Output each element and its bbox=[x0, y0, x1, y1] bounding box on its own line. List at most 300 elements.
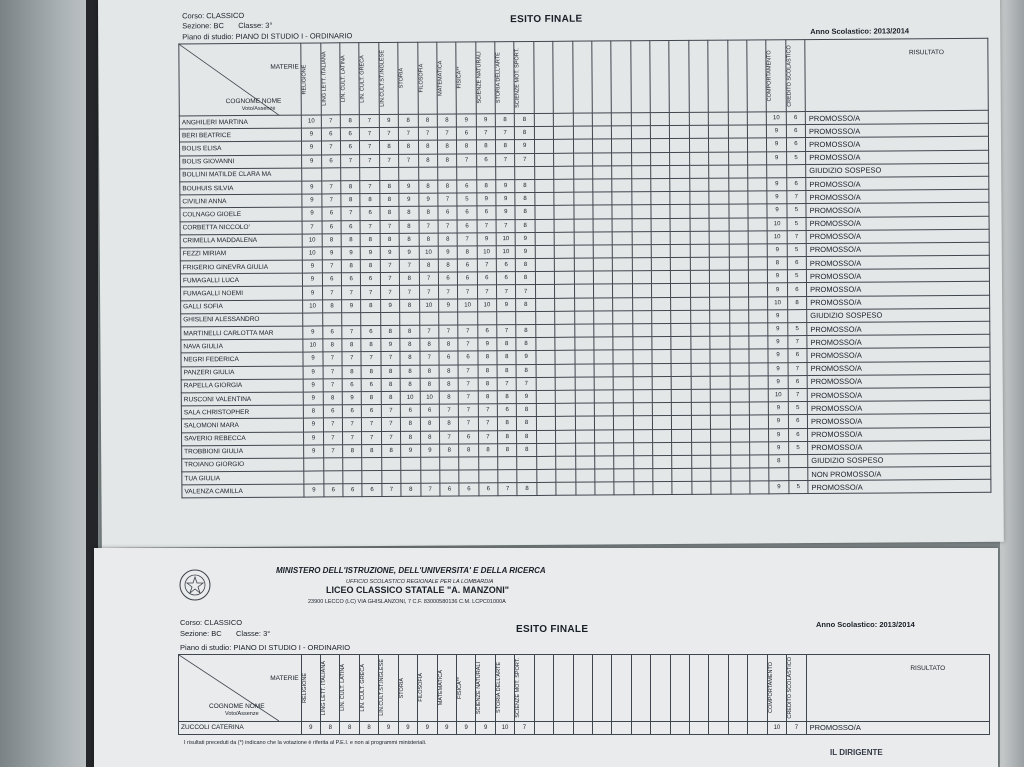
student-name: FUMAGALLI LUCA bbox=[180, 273, 302, 287]
result-cell: PROMOSSO/A bbox=[807, 348, 990, 362]
result-cell: PROMOSSO/A bbox=[807, 295, 990, 309]
grade-cell: 8 bbox=[304, 405, 323, 418]
grade-cell bbox=[614, 429, 633, 442]
grade-cell bbox=[438, 167, 457, 180]
grade-cell: 9 bbox=[302, 194, 321, 207]
grade-cell: 8 bbox=[361, 299, 380, 312]
grade-cell bbox=[420, 457, 439, 470]
credito-cell bbox=[787, 309, 806, 322]
subject-header bbox=[747, 40, 767, 112]
credito-cell: 7 bbox=[787, 191, 806, 204]
grade-cell: 9 bbox=[380, 299, 399, 312]
grade-cell bbox=[631, 179, 650, 192]
grade-cell bbox=[631, 721, 650, 734]
grade-cell bbox=[536, 364, 555, 377]
grade-cell bbox=[652, 337, 671, 350]
comportamento-cell: 9 bbox=[768, 362, 787, 375]
grade-cell bbox=[594, 350, 613, 363]
grade-cell: 7 bbox=[516, 285, 535, 298]
grade-cell bbox=[691, 402, 710, 415]
grade-cell: 8 bbox=[517, 443, 536, 456]
grade-cell bbox=[709, 191, 728, 204]
grade-cell bbox=[748, 178, 767, 191]
grade-cell: 9 bbox=[322, 247, 341, 260]
grade-cell bbox=[748, 257, 767, 270]
student-name: SAVERIO REBECCA bbox=[182, 432, 304, 446]
grade-cell bbox=[671, 284, 690, 297]
grade-cell bbox=[555, 271, 574, 284]
grade-cell bbox=[631, 139, 650, 152]
grade-cell bbox=[710, 389, 729, 402]
grade-cell: 9 bbox=[303, 326, 322, 339]
grade-cell bbox=[671, 231, 690, 244]
grade-cell bbox=[613, 271, 632, 284]
comportamento-cell: 9 bbox=[768, 244, 787, 257]
grade-cell bbox=[730, 349, 749, 362]
grade-cell: 8 bbox=[400, 325, 419, 338]
grade-cell bbox=[730, 376, 749, 389]
grade-cell bbox=[632, 231, 651, 244]
grade-cell bbox=[691, 389, 710, 402]
voto-label: Voto/Assenze bbox=[241, 105, 276, 112]
grade-cell: 8 bbox=[361, 365, 380, 378]
grade-cell bbox=[729, 283, 748, 296]
grade-cell: 8 bbox=[379, 141, 398, 154]
credito-cell: 6 bbox=[786, 112, 805, 125]
grade-cell bbox=[711, 429, 730, 442]
grade-cell bbox=[612, 166, 631, 179]
grade-cell bbox=[652, 376, 671, 389]
grade-cell: 6 bbox=[342, 378, 361, 391]
signature-label: IL DIRIGENTE bbox=[830, 748, 883, 757]
grade-cell bbox=[575, 482, 594, 495]
grade-cell bbox=[671, 271, 690, 284]
grade-cell bbox=[537, 456, 556, 469]
grade-cell: 7 bbox=[438, 285, 457, 298]
grade-cell bbox=[574, 219, 593, 232]
grade-cell bbox=[671, 244, 690, 257]
sezione-label: Sezione: BC bbox=[180, 629, 222, 638]
grade-cell: 7 bbox=[302, 220, 321, 233]
grade-cell bbox=[595, 482, 614, 495]
grade-cell bbox=[555, 364, 574, 377]
voto-label: Voto/Assenze bbox=[225, 711, 259, 717]
grade-cell bbox=[612, 218, 631, 231]
grade-cell bbox=[382, 457, 401, 470]
grade-cell bbox=[614, 482, 633, 495]
grade-cell: 8 bbox=[516, 324, 535, 337]
grade-cell bbox=[652, 363, 671, 376]
comportamento-cell: 9 bbox=[767, 204, 786, 217]
grade-cell bbox=[574, 337, 593, 350]
comportamento-cell: 9 bbox=[768, 336, 787, 349]
grade-cell bbox=[477, 312, 496, 325]
grade-cell bbox=[613, 284, 632, 297]
grade-cell: 7 bbox=[360, 220, 379, 233]
student-name: FUMAGALLI NOEMI bbox=[181, 287, 303, 301]
grade-cell: 7 bbox=[323, 431, 342, 444]
grade-cell bbox=[690, 257, 709, 270]
grade-cell bbox=[574, 324, 593, 337]
grade-cell bbox=[651, 258, 670, 271]
grade-cell bbox=[691, 429, 710, 442]
grade-cell: 7 bbox=[477, 219, 496, 232]
grade-cell bbox=[730, 468, 749, 481]
result-cell: PROMOSSO/A bbox=[806, 269, 989, 283]
result-cell: PROMOSSO/A bbox=[806, 203, 989, 217]
result-cell: PROMOSSO/A bbox=[806, 721, 989, 734]
grade-cell bbox=[633, 363, 652, 376]
grade-cell: 8 bbox=[399, 141, 418, 154]
grade-cell bbox=[362, 471, 381, 484]
result-cell: PROMOSSO/A bbox=[808, 440, 991, 454]
grade-cell bbox=[711, 415, 730, 428]
grade-cell bbox=[632, 324, 651, 337]
grade-cell: 6 bbox=[476, 153, 495, 166]
grade-cell bbox=[535, 245, 554, 258]
grade-cell: 8 bbox=[401, 484, 420, 497]
grade-cell bbox=[535, 285, 554, 298]
comportamento-cell: 8 bbox=[768, 257, 787, 270]
grade-cell bbox=[651, 205, 670, 218]
classe-label: Classe: 3° bbox=[238, 20, 273, 31]
grade-cell bbox=[691, 350, 710, 363]
grade-cell bbox=[672, 455, 691, 468]
grade-cell: 8 bbox=[362, 444, 381, 457]
result-cell: PROMOSSO/A bbox=[807, 374, 990, 388]
grade-cell: 8 bbox=[418, 141, 437, 154]
grade-cell bbox=[728, 178, 747, 191]
grade-cell bbox=[379, 167, 398, 180]
grade-cell bbox=[362, 457, 381, 470]
grade-cell bbox=[671, 257, 690, 270]
grade-cell bbox=[651, 218, 670, 231]
grade-cell bbox=[478, 470, 497, 483]
grade-cell bbox=[691, 376, 710, 389]
grade-cell: 8 bbox=[458, 246, 477, 259]
grade-cell: 8 bbox=[400, 338, 419, 351]
grade-cell bbox=[380, 312, 399, 325]
grade-cell: 7 bbox=[458, 285, 477, 298]
risultato-header bbox=[805, 38, 988, 111]
grade-cell bbox=[323, 471, 342, 484]
grade-cell: 8 bbox=[515, 127, 534, 140]
comportamento-cell bbox=[767, 164, 786, 177]
grade-cell bbox=[670, 721, 689, 734]
grade-cell: 9 bbox=[302, 207, 321, 220]
grade-cell: 8 bbox=[476, 140, 495, 153]
grade-cell: 7 bbox=[478, 417, 497, 430]
grade-cell bbox=[592, 113, 611, 126]
grade-cell bbox=[498, 470, 517, 483]
grade-cell bbox=[653, 482, 672, 495]
grade-cell: 7 bbox=[515, 153, 534, 166]
grade-cell bbox=[728, 165, 747, 178]
grade-cell bbox=[302, 168, 321, 181]
grade-cell bbox=[631, 113, 650, 126]
grade-cell: 10 bbox=[303, 300, 322, 313]
grade-cell: 6 bbox=[322, 273, 341, 286]
grade-cell: 9 bbox=[303, 366, 322, 379]
grade-cell: 8 bbox=[381, 391, 400, 404]
grade-cell bbox=[594, 429, 613, 442]
grade-cell bbox=[361, 312, 380, 325]
grade-cell bbox=[555, 285, 574, 298]
subject-label: SCIENZE NATURALI bbox=[476, 661, 483, 714]
grade-cell: 8 bbox=[517, 430, 536, 443]
grade-cell bbox=[535, 179, 554, 192]
grade-cell: 9 bbox=[476, 721, 495, 734]
grade-cell bbox=[691, 323, 710, 336]
grade-cell bbox=[689, 152, 708, 165]
subject-header bbox=[612, 655, 631, 722]
grade-cell bbox=[594, 337, 613, 350]
grade-cell bbox=[573, 179, 592, 192]
grade-cell: 8 bbox=[439, 338, 458, 351]
grade-cell: 10 bbox=[495, 721, 514, 734]
grade-cell bbox=[670, 152, 689, 165]
grade-cell bbox=[652, 403, 671, 416]
credito-cell: 5 bbox=[787, 217, 806, 230]
grade-cell: 8 bbox=[515, 206, 534, 219]
result-cell: PROMOSSO/A bbox=[806, 150, 989, 164]
grade-cell bbox=[478, 457, 497, 470]
grade-cell bbox=[650, 113, 669, 126]
grade-cell: 9 bbox=[303, 260, 322, 273]
credito-cell: 5 bbox=[788, 441, 807, 454]
grade-cell bbox=[593, 205, 612, 218]
grade-cell: 7 bbox=[362, 418, 381, 431]
grade-cell: 8 bbox=[342, 339, 361, 352]
grade-cell: 9 bbox=[457, 114, 476, 127]
subject-label: LIN. CULT. GRECA bbox=[359, 664, 366, 712]
result-cell: PROMOSSO/A bbox=[806, 189, 989, 203]
subject-header bbox=[437, 655, 456, 722]
grade-cell bbox=[749, 415, 768, 428]
grade-cell bbox=[692, 481, 711, 494]
credito-cell: 5 bbox=[786, 151, 805, 164]
grade-cell bbox=[573, 113, 592, 126]
grade-cell: 7 bbox=[381, 431, 400, 444]
result-cell: PROMOSSO/A bbox=[807, 414, 990, 428]
grade-cell: 7 bbox=[496, 219, 515, 232]
republic-emblem-icon bbox=[178, 566, 212, 609]
subject-label: FISICA** bbox=[456, 676, 463, 699]
grade-cell bbox=[749, 323, 768, 336]
credito-cell: 6 bbox=[787, 257, 806, 270]
grade-cell: 9 bbox=[477, 232, 496, 245]
result-cell: PROMOSSO/A bbox=[806, 229, 989, 243]
grade-cell: 8 bbox=[496, 140, 515, 153]
subject-header bbox=[534, 655, 553, 722]
grade-cell: 8 bbox=[459, 444, 478, 457]
corso-label: Corso: CLASSICO bbox=[182, 10, 245, 21]
grade-cell bbox=[690, 270, 709, 283]
grade-cell bbox=[554, 205, 573, 218]
grade-cell: 8 bbox=[400, 378, 419, 391]
grade-cell: 8 bbox=[437, 140, 456, 153]
grade-cell: 7 bbox=[419, 272, 438, 285]
credito-cell: 5 bbox=[787, 204, 806, 217]
subject-label: MATEMATICA bbox=[437, 60, 444, 96]
grade-cell: 6 bbox=[457, 219, 476, 232]
grade-cell bbox=[536, 417, 555, 430]
grade-cell bbox=[574, 245, 593, 258]
grade-cell: 8 bbox=[360, 194, 379, 207]
subject-label: LIN. CULT. GRECA bbox=[359, 54, 367, 103]
grade-cell: 6 bbox=[322, 326, 341, 339]
credito-cell: 6 bbox=[786, 138, 805, 151]
grade-cell: 7 bbox=[458, 364, 477, 377]
subject-header bbox=[456, 655, 475, 722]
grade-cell bbox=[554, 192, 573, 205]
grade-cell bbox=[750, 468, 769, 481]
grade-cell bbox=[555, 337, 574, 350]
subject-label: RELIGIONE bbox=[301, 672, 308, 703]
grade-cell: 8 bbox=[380, 207, 399, 220]
grade-cell: 7 bbox=[381, 405, 400, 418]
student-name: BOLIS GIOVANNI bbox=[180, 155, 302, 169]
grade-cell bbox=[633, 442, 652, 455]
grade-cell bbox=[574, 311, 593, 324]
grade-cell: 8 bbox=[439, 378, 458, 391]
subject-header bbox=[592, 655, 611, 722]
grade-cell: 9 bbox=[303, 286, 322, 299]
grade-cell: 8 bbox=[497, 364, 516, 377]
grade-cell bbox=[401, 457, 420, 470]
grade-cell bbox=[690, 218, 709, 231]
grade-cell bbox=[555, 377, 574, 390]
grade-cell bbox=[593, 166, 612, 179]
result-cell: PROMOSSO/A bbox=[806, 176, 989, 190]
credito-cell bbox=[788, 454, 807, 467]
grade-cell bbox=[555, 311, 574, 324]
subject-header bbox=[554, 655, 573, 722]
grade-cell bbox=[632, 310, 651, 323]
footnote: I risultati preceduti da (*) indicano che la votazione è riferita al P.E.I. e non ai programmi ministeriali. bbox=[184, 740, 427, 746]
grade-cell bbox=[709, 231, 728, 244]
grade-cell bbox=[440, 457, 459, 470]
grade-cell: 8 bbox=[359, 721, 378, 734]
grade-cell: 7 bbox=[321, 181, 340, 194]
comportamento-cell: 10 bbox=[769, 389, 788, 402]
grade-cell bbox=[749, 389, 768, 402]
grade-cell bbox=[710, 284, 729, 297]
grade-cell: 7 bbox=[400, 259, 419, 272]
grade-cell bbox=[729, 323, 748, 336]
grade-cell bbox=[691, 336, 710, 349]
grade-cell bbox=[632, 271, 651, 284]
grade-cell: 8 bbox=[478, 443, 497, 456]
credito-cell: 6 bbox=[788, 375, 807, 388]
grade-cell bbox=[729, 244, 748, 257]
grade-cell bbox=[496, 166, 515, 179]
grade-cell bbox=[534, 140, 553, 153]
grade-cell: 7 bbox=[322, 286, 341, 299]
grade-cell bbox=[747, 138, 766, 151]
grade-cell bbox=[747, 125, 766, 138]
grade-cell bbox=[709, 152, 728, 165]
grade-cell bbox=[633, 469, 652, 482]
grade-cell bbox=[631, 165, 650, 178]
grade-cell: 7 bbox=[458, 378, 477, 391]
result-cell: PROMOSSO/A bbox=[805, 123, 988, 137]
grade-cell bbox=[593, 258, 612, 271]
classe-label: Classe: 3° bbox=[236, 629, 271, 638]
comportamento-cell: 8 bbox=[769, 455, 788, 468]
result-cell: GIUDIZIO SOSPESO bbox=[808, 453, 991, 467]
subject-label: LING LETT. ITALIANA bbox=[321, 660, 328, 715]
grade-cell: 7 bbox=[379, 154, 398, 167]
grade-cell: 10 bbox=[400, 391, 419, 404]
grade-cell: 9 bbox=[477, 193, 496, 206]
student-name: TROIANO GIORGIO bbox=[182, 458, 304, 472]
grade-cell: 6 bbox=[360, 207, 379, 220]
grade-cell: 8 bbox=[340, 115, 359, 128]
student-name: GHISLENI ALESSANDRO bbox=[181, 313, 303, 327]
cognome-label: COGNOME NOME bbox=[209, 703, 265, 710]
subject-header bbox=[553, 41, 573, 113]
grade-cell bbox=[710, 270, 729, 283]
grade-cell: 6 bbox=[322, 220, 341, 233]
anno-label: Anno Scolastico: 2013/2014 bbox=[810, 26, 910, 37]
grade-cell bbox=[575, 469, 594, 482]
grade-cell bbox=[304, 471, 323, 484]
grade-cell bbox=[633, 429, 652, 442]
credito-cell: 7 bbox=[787, 230, 806, 243]
grade-cell: 9 bbox=[437, 721, 456, 734]
grade-cell: 8 bbox=[438, 233, 457, 246]
student-name: CORBETTA NICCOLO' bbox=[180, 221, 302, 235]
grade-cell: 7 bbox=[323, 365, 342, 378]
subject-label: CREDITO SCOLASTICO bbox=[786, 44, 793, 107]
grade-cell: 10 bbox=[419, 299, 438, 312]
credito-cell: 5 bbox=[787, 243, 806, 256]
grade-cell: 7 bbox=[458, 325, 477, 338]
credito-cell: 7 bbox=[788, 362, 807, 375]
grade-cell bbox=[633, 390, 652, 403]
grade-cell bbox=[650, 126, 669, 139]
grade-cell bbox=[730, 442, 749, 455]
grade-cell: 9 bbox=[476, 114, 495, 127]
subject-label: SCIENZE NATURALI bbox=[476, 51, 483, 104]
grade-cell: 8 bbox=[380, 233, 399, 246]
grade-cell bbox=[672, 482, 691, 495]
grade-cell: 9 bbox=[516, 232, 535, 245]
grade-cell: 7 bbox=[420, 352, 439, 365]
grade-cell bbox=[690, 284, 709, 297]
credito-cell: 6 bbox=[788, 415, 807, 428]
grade-cell: 7 bbox=[438, 193, 457, 206]
subject-header bbox=[301, 43, 321, 115]
grade-cell bbox=[575, 456, 594, 469]
grade-cell: 8 bbox=[457, 140, 476, 153]
grade-cell bbox=[554, 245, 573, 258]
comportamento-cell: 9 bbox=[767, 151, 786, 164]
grade-cell: 7 bbox=[399, 127, 418, 140]
grade-cell: 8 bbox=[437, 114, 456, 127]
grade-cell bbox=[728, 152, 747, 165]
grade-cell bbox=[536, 377, 555, 390]
grade-cell: 6 bbox=[496, 272, 515, 285]
grade-cell: 7 bbox=[457, 233, 476, 246]
grade-cell bbox=[535, 232, 554, 245]
grade-cell: 9 bbox=[341, 247, 360, 260]
grade-cell bbox=[729, 336, 748, 349]
piano-label: Piano di studio: PIANO DI STUDIO I - ORDINARIO bbox=[182, 31, 353, 42]
grade-cell bbox=[459, 470, 478, 483]
grade-cell bbox=[709, 721, 728, 734]
